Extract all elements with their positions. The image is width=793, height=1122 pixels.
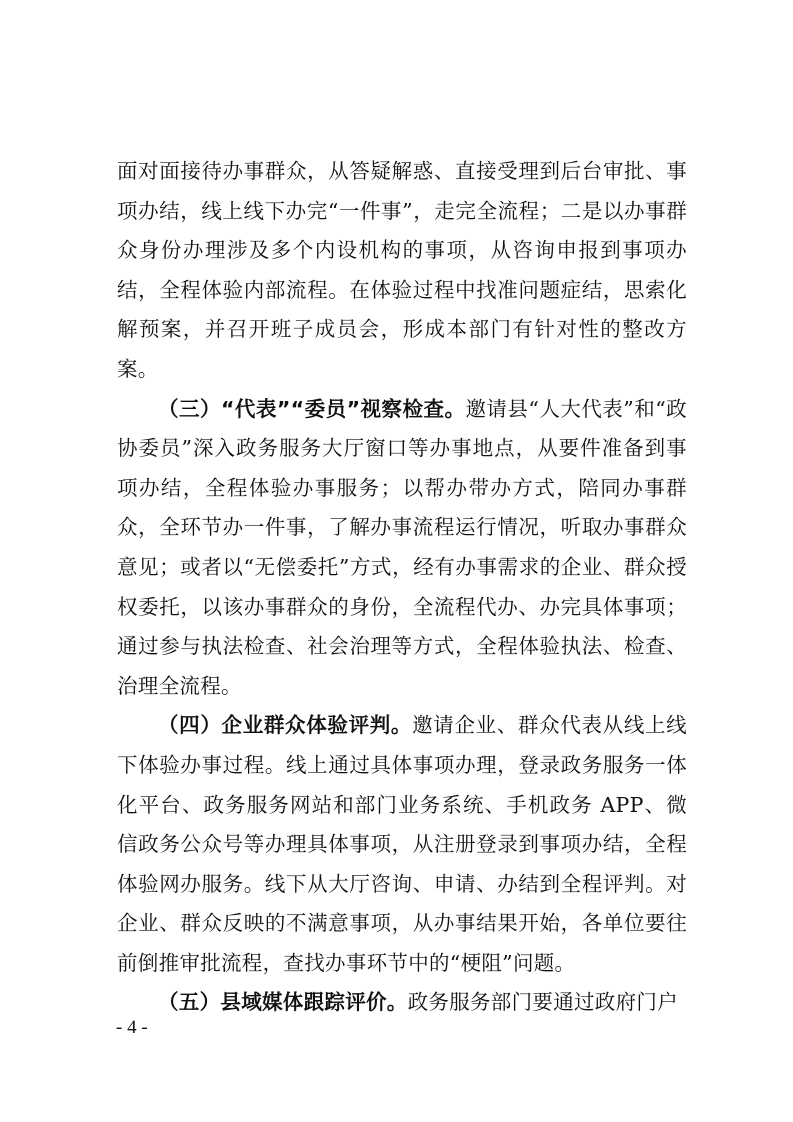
- body-text: [117, 152, 687, 1023]
- section-3-body: 邀请县“人大代表”和“政协委员”深入政务服务大厅窗口等办事地点，从要件准备到事项办结，全程体验办事服务；以帮办带办方式，陪同办事群众，全环节办一件事，了解办事流程运行情况，听取办事群众意见；或者以“无偿委托”方式，经有办事需求的企业、群众授权委托，以该办事群众的身份，全流程代办、办完具体事项；通过参与执法检查、社会治理等方式，全程体验执法、检查、治理全流程。: [117, 396, 687, 698]
- section-5-body: 政务服务部门要通过政府门户: [407, 990, 679, 1015]
- section-4-body: 邀请企业、群众代表从线上线下体验办事过程。线上通过具体事项办理，登录政务服务一体化平台、政务服务网站和部门业务系统、手机政务 APP、微信政务公众号等办理具体事项，从注册登录到事项办结，全程体验网办服务。线下从大厅咨询、申请、办结到全程评判。对企业、群众反映的不满意事项，从办事结果开始，各单位要往前倒推审批流程，查找办事环节中的“梗阻”问题。: [117, 713, 687, 975]
- section-4-heading: （四）企业群众体验评判。: [158, 713, 413, 738]
- section-5-paragraph: [117, 983, 687, 1023]
- section-3-heading: （三）“代表”“委员”视察检查。: [158, 396, 466, 421]
- paragraph-continuation: 面对面接待办事群众，从答疑解惑、直接受理到后台审批、事项办结，线上线下办完“一件事”，走完全流程；二是以办事群众身份办理涉及多个内设机构的事项，从咨询申报到事项办结，全程体验内部流程。在体验过程中找准问题症结，思索化解预案，并召开班子成员会，形成本部门有针对性的整改方案。: [117, 159, 687, 381]
- page-number: - 4 -: [116, 1017, 148, 1038]
- section-3-paragraph: [117, 390, 687, 707]
- section-4-paragraph: [117, 706, 687, 983]
- section-5-heading: （五）县域媒体跟踪评价。: [158, 990, 408, 1015]
